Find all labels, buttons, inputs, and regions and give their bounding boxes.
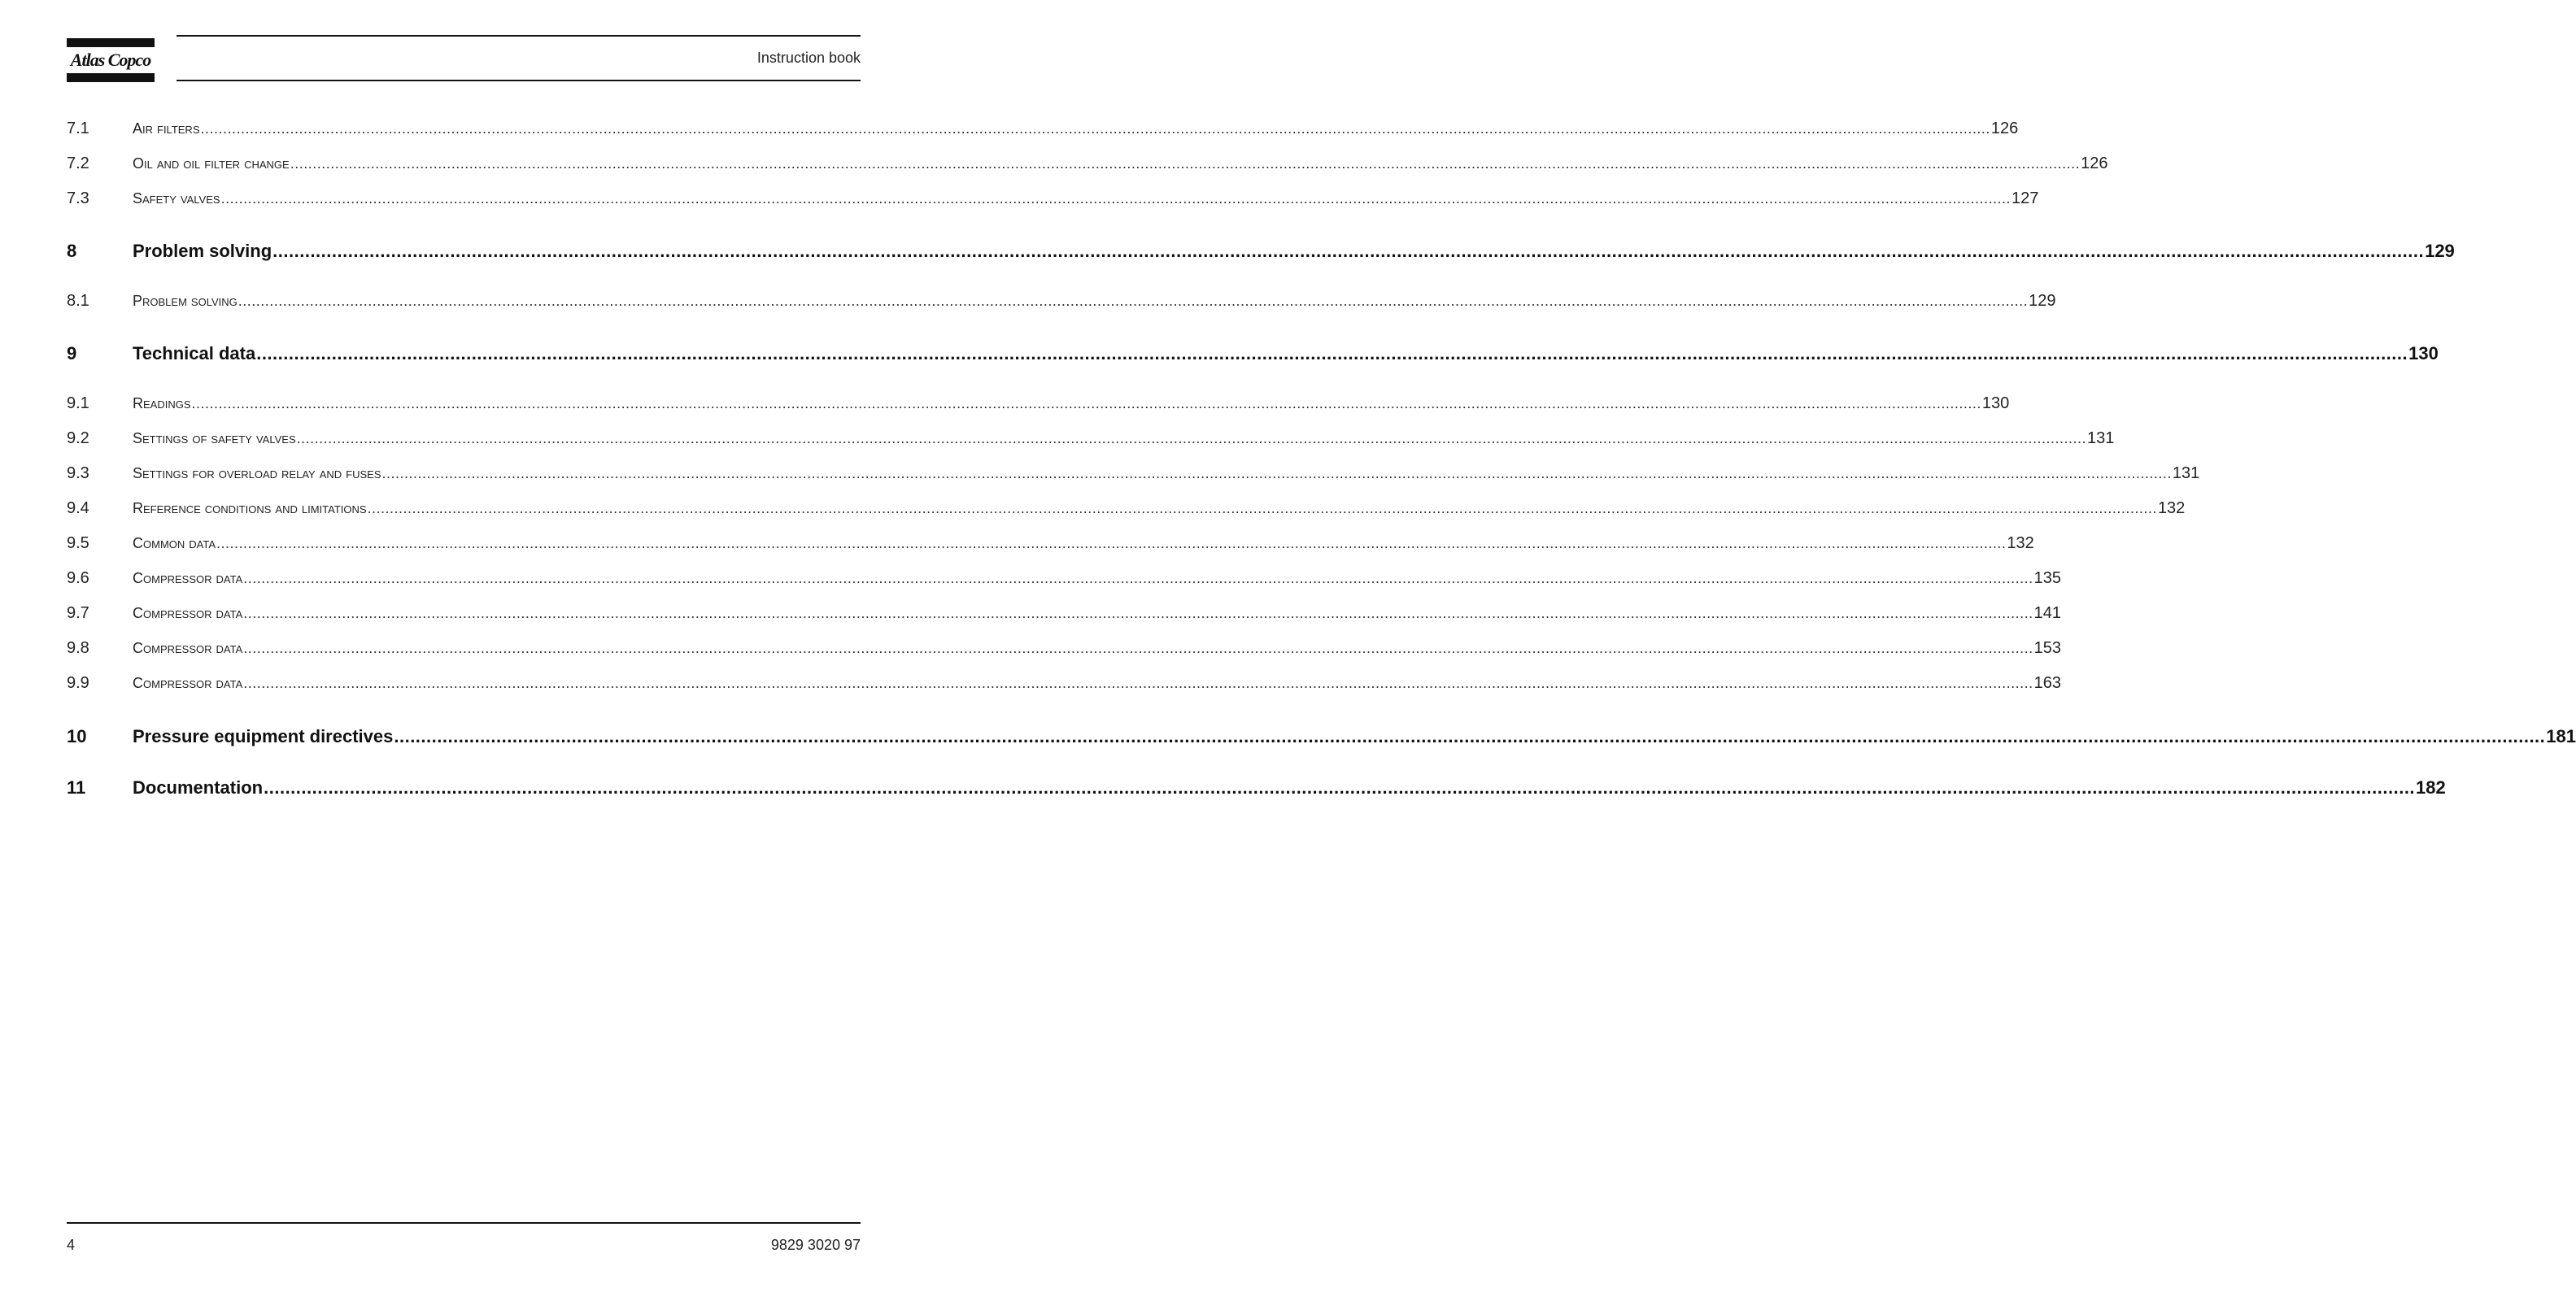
toc-section-entry[interactable]: [67, 154, 2108, 177]
toc-section-entry[interactable]: [67, 674, 2062, 697]
logo-wordmark: Atlas Copco: [70, 50, 151, 70]
toc-entry-number: 9.4: [67, 499, 89, 517]
toc-entry-number: 8.1: [67, 292, 89, 310]
toc-dot-leader: ................................................................................................................................................................................................................................................................................................................................................................................................................: [394, 726, 2546, 746]
toc-dot-leader: ................................................................................................................................................................................................................................................................................................................................................................................................................: [243, 640, 2033, 656]
toc-entry-page: 129: [2425, 241, 2455, 261]
toc-section-entry[interactable]: [67, 534, 2034, 557]
header-top-rule: [177, 35, 861, 37]
toc-entry-title: Documentation: [133, 777, 264, 798]
toc-entry-title: Reference conditions and limitations: [133, 500, 367, 516]
toc-section-entry[interactable]: [67, 429, 2115, 452]
toc-dot-leader: ................................................................................................................................................................................................................................................................................................................................................................................................................: [238, 293, 2029, 309]
footer-page-number: 4: [67, 1237, 76, 1253]
footer-rule: [67, 1222, 861, 1224]
toc-entry-title: Air filters: [133, 120, 200, 137]
toc-entry-page: 153: [2033, 639, 2062, 657]
toc-entry-page: 130: [2408, 343, 2439, 363]
toc-entry-page: 126: [2081, 154, 2108, 172]
toc-entry-title: Common data: [133, 535, 216, 551]
toc-dot-leader: ................................................................................................................................................................................................................................................................................................................................................................................................................: [243, 675, 2033, 691]
footer-document-number: 9829 3020 97: [770, 1237, 861, 1253]
toc-chapter-entry[interactable]: [67, 726, 2576, 749]
header-bottom-rule: [177, 80, 861, 81]
toc-chapter-entry[interactable]: [67, 241, 2455, 263]
toc-entry-page: 141: [2033, 604, 2062, 622]
toc-entry-number: 9.3: [67, 464, 89, 482]
toc-entry-page: 130: [1981, 394, 2010, 412]
toc-entry-page: 132: [2007, 534, 2034, 552]
toc-section-entry[interactable]: [67, 499, 2186, 522]
toc-entry-page: 131: [2172, 464, 2200, 482]
toc-section-entry[interactable]: [67, 292, 2056, 315]
toc-entry-title: Compressor data: [133, 640, 243, 656]
toc-dot-leader: ................................................................................................................................................................................................................................................................................................................................................................................................................: [290, 155, 2081, 172]
toc-entry-number: 9.1: [67, 394, 89, 412]
toc-dot-leader: ................................................................................................................................................................................................................................................................................................................................................................................................................: [243, 570, 2033, 586]
toc-entry-number: 9.9: [67, 674, 89, 692]
toc-entry-title: Problem solving: [133, 293, 238, 309]
toc-entry-page: 126: [1990, 120, 2019, 137]
toc-dot-leader: ................................................................................................................................................................................................................................................................................................................................................................................................................: [191, 395, 1981, 411]
toc-section-entry[interactable]: [67, 464, 2200, 487]
toc-dot-leader: ................................................................................................................................................................................................................................................................................................................................................................................................................: [220, 190, 2011, 207]
toc-entry-page: 132: [2157, 499, 2186, 517]
toc-entry-number: 11: [67, 777, 86, 798]
toc-section-entry[interactable]: [67, 120, 2019, 142]
toc-entry-number: 7.3: [67, 189, 89, 207]
toc-entry-number: 7.2: [67, 154, 89, 172]
toc-entry-page: 129: [2029, 292, 2056, 310]
toc-entry-title: Compressor data: [133, 605, 243, 621]
toc-dot-leader: ................................................................................................................................................................................................................................................................................................................................................................................................................: [243, 605, 2033, 621]
toc-section-entry[interactable]: [67, 189, 2039, 212]
toc-entry-page: 181: [2546, 726, 2576, 746]
toc-dot-leader: ................................................................................................................................................................................................................................................................................................................................................................................................................: [381, 465, 2172, 481]
atlas-copco-logo: [67, 38, 155, 82]
toc-chapter-entry[interactable]: [67, 777, 2446, 800]
toc-entry-number: 9: [67, 343, 77, 363]
toc-entry-number: 9.2: [67, 429, 89, 447]
logo-bottom-bar: [67, 73, 155, 82]
toc-entry-number: 10: [67, 726, 87, 746]
toc-entry-number: 9.7: [67, 604, 89, 622]
toc-entry-page: 182: [2416, 777, 2446, 798]
toc-entry-title: Readings: [133, 395, 191, 411]
logo-top-bar: [67, 38, 155, 47]
toc-entry-number: 9.5: [67, 534, 89, 552]
toc-entry-title: Compressor data: [133, 675, 243, 691]
toc-entry-number: 9.8: [67, 639, 89, 657]
toc-dot-leader: ................................................................................................................................................................................................................................................................................................................................................................................................................: [296, 430, 2087, 446]
toc-section-entry[interactable]: [67, 394, 2010, 417]
toc-section-entry[interactable]: [67, 604, 2062, 627]
toc-section-entry[interactable]: [67, 569, 2062, 592]
toc-dot-leader: ................................................................................................................................................................................................................................................................................................................................................................................................................: [264, 777, 2416, 798]
toc-dot-leader: ................................................................................................................................................................................................................................................................................................................................................................................................................: [216, 535, 2007, 551]
toc-entry-page: 131: [2087, 429, 2115, 447]
toc-entry-title: Oil and oil filter change: [133, 155, 290, 172]
toc-dot-leader: ................................................................................................................................................................................................................................................................................................................................................................................................................: [272, 241, 2425, 261]
toc-entry-title: Technical data: [133, 343, 256, 363]
toc-chapter-entry[interactable]: [67, 343, 2439, 366]
toc-entry-number: 7.1: [67, 120, 89, 137]
toc-entry-number: 8: [67, 241, 77, 261]
toc-dot-leader: ................................................................................................................................................................................................................................................................................................................................................................................................................: [367, 500, 2157, 516]
toc-entry-title: Pressure equipment directives: [133, 726, 394, 746]
toc-entry-title: Problem solving: [133, 241, 272, 261]
toc-dot-leader: ................................................................................................................................................................................................................................................................................................................................................................................................................: [256, 343, 2408, 363]
toc-entry-title: Settings of safety valves: [133, 430, 296, 446]
toc-entry-page: 127: [2011, 189, 2039, 207]
toc-dot-leader: ................................................................................................................................................................................................................................................................................................................................................................................................................: [200, 120, 1990, 137]
toc-entry-title: Compressor data: [133, 570, 243, 586]
toc-entry-number: 9.6: [67, 569, 89, 587]
toc-entry-title: Settings for overload relay and fuses: [133, 465, 381, 481]
toc-entry-page: 163: [2033, 674, 2062, 692]
toc-entry-page: 135: [2033, 569, 2062, 587]
toc-entry-title: Safety valves: [133, 190, 220, 207]
header-title: Instruction book: [756, 50, 861, 66]
toc-section-entry[interactable]: [67, 639, 2062, 662]
